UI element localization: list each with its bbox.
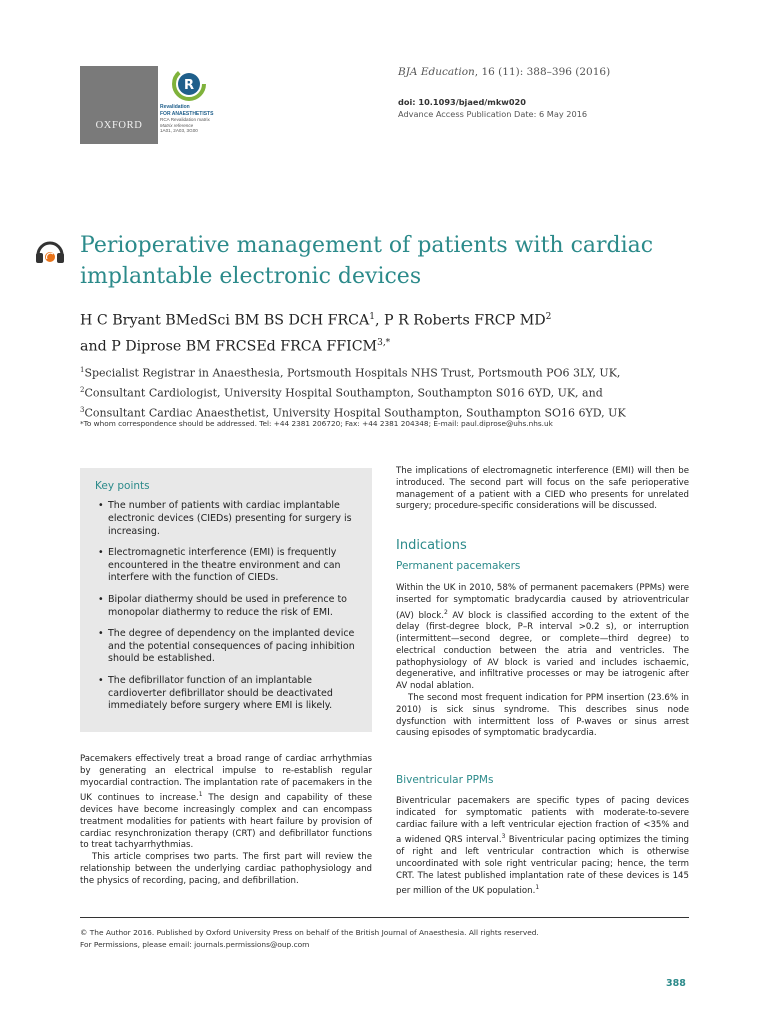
affiliation: $^2$Consultant Cardiologist, University Hospital Southampton, Southampton S016 6YD, UK, and — [80, 386, 603, 400]
paragraph: Pacemakers effectively treat a broad range of cardiac arrhythmias by generating an electrical impulse to re-establish regular myocardial contraction. The implantation rate of pacemakers in the UK continues to increase.$^1$ The design and capability of these devices have become increasingly complex and can encompass treatment modalities for patients with heart failure by provision of cardiac resynchronization therapy (CRT) and defibrillator functions to treat tachyarrhythmias. — [80, 754, 372, 851]
author-name: P R Roberts FRCP MD — [384, 312, 546, 329]
key-point: • The degree of dependency on the implanted device and the potential consequences of pacing inhibition should be established. — [98, 628, 360, 666]
author-name: P Diprose BM FRCSEd FRCA FFICM — [111, 338, 378, 355]
publisher-name: OXFORD — [95, 120, 143, 131]
subsection-heading-biventricular: Biventricular PPMs — [396, 774, 494, 786]
left-column-text — [80, 754, 372, 888]
affiliations — [80, 362, 700, 422]
paragraph: Within the UK in 2010, 58% of permanent pacemakers (PPMs) were inserted for symptomatic bradycardia caused by atrioventricular (AV) block.$^2$ AV block is classified according to the extent of the delay (first-degree block, P–R interval >0.2 s), or interruption (intermittent—second degree, or complete—third degree) to electrical conduction between the atria and ventricles. The pathophysiology of AV block is varied and includes ischaemic, degenerative, and infiltrative processes or may be iatrogenic after AV nodal ablation. — [396, 583, 689, 692]
key-point: • The number of patients with cardiac implantable electronic devices (CIEDs) presenting for surgery is increasing. — [98, 500, 360, 538]
doi[interactable]: doi: 10.1093/bjaed/mkw020 — [398, 97, 526, 107]
podcast-icon[interactable] — [34, 235, 66, 267]
affiliation: $^3$Consultant Cardiac Anaesthetist, University Hospital Southampton, Southampton SO16 6YD, UK — [80, 406, 626, 420]
footer-notes — [80, 927, 689, 950]
subsection-heading-permanent: Permanent pacemakers — [396, 560, 521, 572]
section-heading-indications: Indications — [396, 538, 467, 553]
affiliation: $^1$Specialist Registrar in Anaesthesia, Portsmouth Hospitals NHS Trust, Portsmouth PO6 3LY, UK, — [80, 366, 621, 380]
key-point: • Bipolar diathermy should be used in preference to monopolar diathermy to reduce the risk of EMI. — [98, 594, 360, 620]
paragraph: This article comprises two parts. The first part will review the relationship between the underlying cardiac pathophysiology and the physics of recording, pacing, and defibrillation. — [80, 852, 372, 886]
key-point: • Electromagnetic interference (EMI) is frequently encountered in the theatre environment and can interfere with the function of CIEDs. — [98, 547, 360, 585]
paragraph: The implications of electromagnetic interference (EMI) will then be introduced. The second part will focus on the safe perioperative management of a patient with a CIED who presents for unrelated surgery; procedure-specific considerations will be discussed. — [396, 466, 689, 512]
permanent-pacemakers-text — [396, 583, 689, 740]
footer-divider — [80, 917, 689, 918]
copyright-line: © The Author 2016. Published by Oxford University Press on behalf of the British Journal of Anaesthesia. All rights reserved. — [80, 928, 539, 937]
paragraph: Biventricular pacemakers are specific types of pacing devices indicated for symptomatic patients with moderate-to-severe cardiac failure with a left ventricular ejection fraction of <35% and a widened QRS interval.$^3$ Biventricular pacing optimizes the timing of right and left ventricular contraction which is otherwise uncoordinated with sole right ventricular pacing; hence, the term CRT. The latest published implantation rate of these devices is 145 per million of the UK population.$^1$ — [396, 796, 689, 897]
svg-text:R: R — [183, 78, 195, 93]
correspondence-note: *To whom correspondence should be addressed. Tel: +44 2381 206720; Fax: +44 2381 204348; E-mail: paul.diprose@uhs.nhs.uk — [80, 419, 553, 428]
article-title: Perioperative management of patients with cardiac implantable electronic devices — [80, 233, 654, 289]
advance-access-date: Advance Access Publication Date: 6 May 2016 — [398, 109, 588, 119]
paragraph: The second most frequent indication for PPM insertion (23.6% in 2010) is sick sinus syndrome. This describes sinus node dysfunction with intermittent loss of P-waves or sinus arrest causing episodes of symptomatic bradycardia. — [396, 693, 689, 739]
revalidation-logo-icon — [166, 66, 212, 104]
biventricular-text — [396, 796, 689, 898]
author-list: H C Bryant BMedSci BM BS DCH FRCA$^1$, P R Roberts FRCP $MD^2$ and P Diprose BM FRCSEd FRCA $FFICM^{3,*}$ — [80, 312, 552, 355]
key-points-list — [98, 500, 360, 722]
journal-citation: BJA Education, 16 (11): 388–396 (2016) — [398, 66, 611, 78]
author-name: H C Bryant BMedSci BM BS DCH FRCA — [80, 312, 370, 329]
permissions-line: For Permissions, please email: journals.permissions@oup.com — [80, 939, 310, 949]
page-number: 388 — [666, 978, 686, 989]
key-point: • The defibrillator function of an implantable cardioverter defibrillator should be deactivated immediately before surgery where EMI is likely. — [98, 675, 360, 713]
publisher-logo — [80, 66, 158, 144]
revalidation-caption: Revalidation FOR ANAESTHETISTS RCA Revalidation matrix Matrix reference 1A01, 2A03, 3G00 — [160, 104, 214, 134]
right-column-intro — [396, 466, 689, 513]
key-points-title: Key points — [95, 480, 150, 492]
